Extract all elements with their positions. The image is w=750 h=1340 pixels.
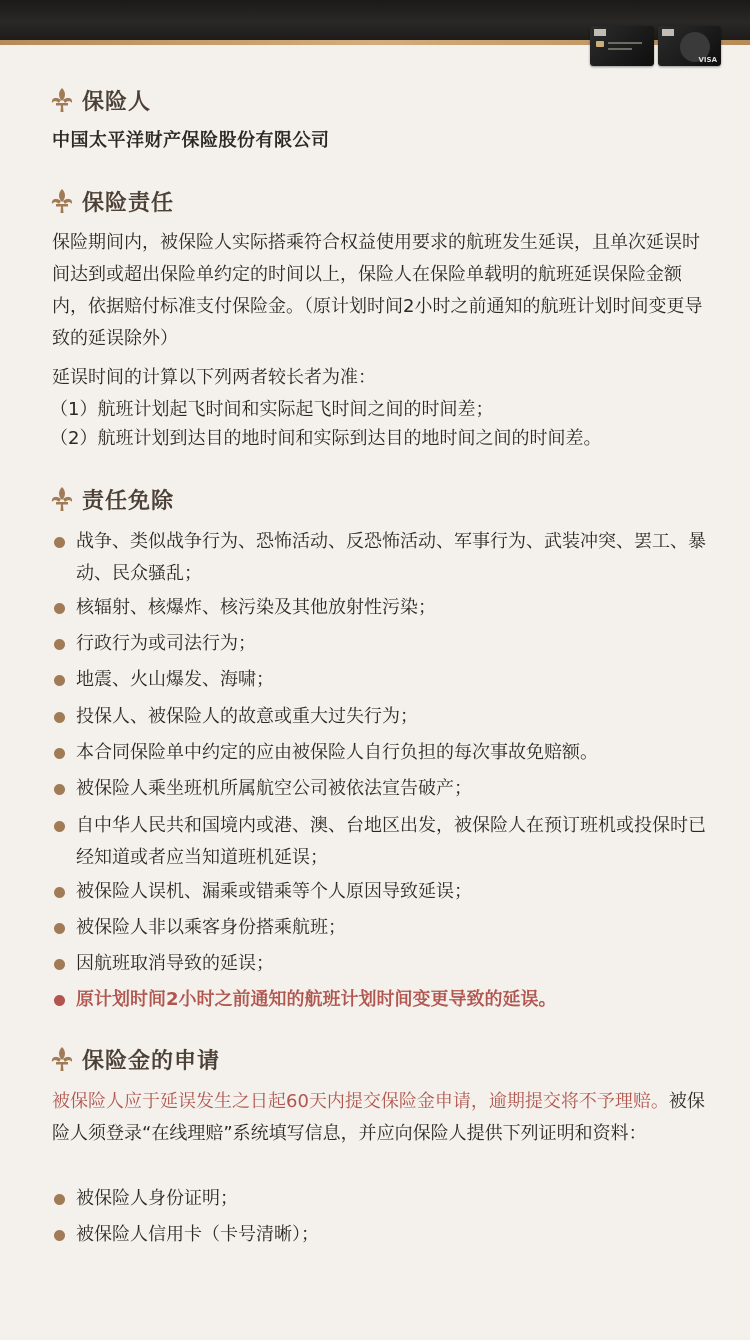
exclusion-item xyxy=(52,773,712,805)
exclusion-text: 被保险人非以乘客身份搭乘航班； xyxy=(76,917,346,938)
exclusion-text: 核辐射、核爆炸、核污染及其他放射性污染； xyxy=(76,597,436,618)
exclusion-text: 因航班取消导致的延误； xyxy=(76,953,274,974)
exclusion-item xyxy=(52,664,712,696)
fleur-de-lis-icon xyxy=(50,486,74,512)
section-heading-liability xyxy=(50,184,174,218)
claim-paragraph xyxy=(52,1086,712,1150)
card-name-line xyxy=(608,48,632,50)
exclusion-item xyxy=(52,810,712,874)
exclusion-item xyxy=(52,948,712,980)
exclusion-text: 被保险人误机、漏乘或错乘等个人原因导致延误； xyxy=(76,881,472,902)
exclusion-item xyxy=(52,628,712,660)
bullet-dot xyxy=(54,639,65,650)
exclusion-text: 本合同保险单中约定的应由被保险人自行负担的每次事故免赔额。 xyxy=(76,742,598,763)
card-brand-mark xyxy=(662,29,674,36)
bullet-dot xyxy=(54,821,65,832)
card-number-line xyxy=(608,42,642,44)
bullet-dot xyxy=(54,959,65,970)
exclusion-item xyxy=(52,526,712,590)
card-visa-logo: VISA xyxy=(698,56,717,64)
exclusion-text: 地震、火山爆发、海啸； xyxy=(76,669,274,690)
section-title: 保险金的申请 xyxy=(82,1048,221,1074)
fleur-de-lis-icon xyxy=(50,87,74,113)
bullet-dot xyxy=(54,784,65,795)
exclusion-item xyxy=(52,876,712,908)
bullet-dot xyxy=(54,748,65,759)
delay-calc-intro: 延误时间的计算以下列两者较长者为准： xyxy=(52,367,376,388)
exclusion-text: 自中华人民共和国境内或港、澳、台地区出发，被保险人在预订班机或投保时已经知道或者应当知道班机延误； xyxy=(76,815,706,868)
liability-paragraph: 保险期间内，被保险人实际搭乘符合权益使用要求的航班发生延误，且单次延误时间达到或超出保险单约定的时间以上，保险人在保险单载明的航班延误保险金额内，依据赔付标准支付保险金。（原计划时间2小时之前通知的航班计划时间变更导致的延误除外） xyxy=(52,232,703,349)
exclusion-item xyxy=(52,912,712,944)
card-brand-mark xyxy=(594,29,606,36)
exclusion-item-highlighted xyxy=(52,984,712,1016)
credit-card-image-1 xyxy=(590,26,654,66)
bullet-dot xyxy=(54,923,65,934)
fleur-de-lis-icon xyxy=(50,1046,74,1072)
insurer-company-name: 中国太平洋财产保险股份有限公司 xyxy=(52,130,330,151)
bullet-dot xyxy=(54,1194,65,1205)
credit-card-image-2 xyxy=(658,26,721,66)
exclusion-text: 被保险人乘坐班机所属航空公司被依法宣告破产； xyxy=(76,778,472,799)
bullet-dot xyxy=(54,887,65,898)
bullet-dot xyxy=(54,1230,65,1241)
section-heading-insurer xyxy=(50,83,151,117)
exclusion-text: 原计划时间2小时之前通知的航班计划时间变更导致的延误。 xyxy=(76,989,557,1010)
claim-document-item xyxy=(52,1183,712,1215)
section-heading-claim xyxy=(50,1042,220,1076)
exclusion-text: 行政行为或司法行为； xyxy=(76,633,256,654)
bullet-dot xyxy=(54,712,65,723)
section-title: 责任免除 xyxy=(82,488,175,514)
exclusion-text: 投保人、被保险人的故意或重大过失行为； xyxy=(76,706,418,727)
bullet-dot xyxy=(54,537,65,548)
claim-deadline-highlight: 被保险人应于延误发生之日起60天内提交保险金申请，逾期提交将不予理赔。 xyxy=(52,1091,669,1112)
bullet-dot xyxy=(54,603,65,614)
bullet-dot xyxy=(54,675,65,686)
exclusion-item xyxy=(52,592,712,624)
exclusion-item xyxy=(52,701,712,733)
delay-calc-item: （2）航班计划到达目的地时间和实际到达目的地时间之间的时间差。 xyxy=(50,428,602,449)
bullet-dot xyxy=(54,995,65,1006)
section-title: 保险责任 xyxy=(82,190,175,216)
delay-calc-item: （1）航班计划起飞时间和实际起飞时间之间的时间差； xyxy=(50,399,494,420)
card-chip xyxy=(596,41,604,47)
section-title: 保险人 xyxy=(82,89,152,115)
claim-instructions: 被保险人须登录“在线理赔”系统填写信息，并应向保险人提供下列证明和资料： xyxy=(52,1091,705,1144)
section-heading-exclusions xyxy=(50,482,174,516)
claim-document-item xyxy=(52,1219,712,1251)
exclusion-text: 战争、类似战争行为、恐怖活动、反恐怖活动、军事行为、武装冲突、罢工、暴动、民众骚乱； xyxy=(76,531,706,584)
exclusion-item xyxy=(52,737,712,769)
claim-document-text: 被保险人信用卡（卡号清晰）； xyxy=(76,1224,319,1245)
fleur-de-lis-icon xyxy=(50,188,74,214)
claim-document-text: 被保险人身份证明； xyxy=(76,1188,238,1209)
